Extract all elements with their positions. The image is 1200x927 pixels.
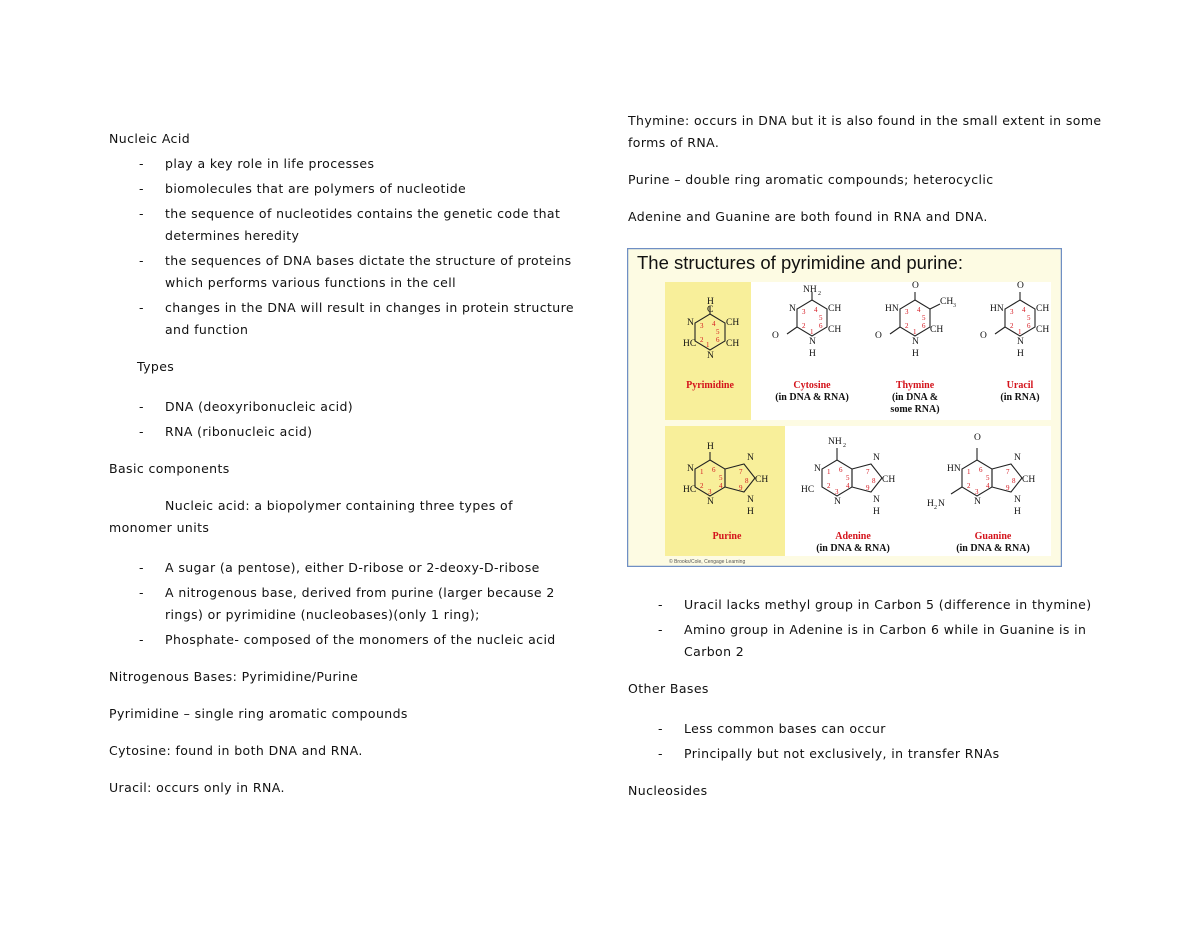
cytosine-label: Cytosine <box>793 380 831 391</box>
svg-text:H: H <box>873 507 880 517</box>
svg-text:5: 5 <box>719 474 723 482</box>
svg-text:1: 1 <box>1018 328 1022 336</box>
svg-text:3: 3 <box>1010 308 1014 316</box>
svg-text:N: N <box>687 464 694 474</box>
svg-text:3: 3 <box>802 308 806 316</box>
svg-text:H: H <box>707 442 714 452</box>
svg-text:HN: HN <box>990 304 1004 314</box>
svg-text:CH: CH <box>940 297 954 307</box>
heading-nucleosides: Nucleosides <box>628 783 708 798</box>
svg-text:CH: CH <box>1036 304 1050 314</box>
svg-text:7: 7 <box>866 468 870 476</box>
svg-text:H: H <box>1014 507 1021 517</box>
svg-text:N: N <box>707 497 714 507</box>
right-column-top <box>628 110 1128 228</box>
svg-text:N: N <box>1014 495 1021 505</box>
svg-text:9: 9 <box>739 484 743 492</box>
svg-text:HC: HC <box>801 485 815 495</box>
thymine-sub2: some RNA) <box>890 404 940 415</box>
svg-text:5: 5 <box>716 328 720 336</box>
svg-text:2: 2 <box>818 291 821 297</box>
base-structures-figure <box>627 248 1062 567</box>
svg-text:9: 9 <box>1006 484 1010 492</box>
svg-text:O: O <box>1017 281 1024 291</box>
svg-text:7: 7 <box>1006 468 1010 476</box>
svg-text:9: 9 <box>866 484 870 492</box>
svg-text:4: 4 <box>814 306 818 314</box>
svg-text:2: 2 <box>827 482 831 490</box>
cytosine-text: Cytosine: found in both DNA and RNA. <box>109 743 363 758</box>
svg-text:HC: HC <box>683 339 697 349</box>
svg-text:1: 1 <box>700 468 704 476</box>
svg-text:2: 2 <box>700 482 704 490</box>
svg-text:CH: CH <box>1036 325 1050 335</box>
svg-text:6: 6 <box>1027 322 1031 330</box>
list-item: - Less common bases can occur <box>658 721 886 736</box>
list-item: - the sequences of DNA bases dictate the structure of proteins which performs various functions in the cell <box>139 253 572 290</box>
svg-text:4: 4 <box>986 482 990 490</box>
svg-text:N: N <box>707 351 714 361</box>
svg-text:NH: NH <box>828 437 842 447</box>
svg-text:3: 3 <box>905 308 909 316</box>
svg-text:N: N <box>834 497 841 507</box>
adenine-sub: (in DNA & RNA) <box>816 543 890 554</box>
svg-text:3: 3 <box>835 488 839 496</box>
svg-text:8: 8 <box>1012 477 1016 485</box>
svg-text:1: 1 <box>967 468 971 476</box>
thymine-text: Thymine: occurs in DNA but it is also found in the small extent in some forms of RNA. <box>628 113 1102 150</box>
list-item: - Principally but not exclusively, in transfer RNAs <box>658 746 1000 761</box>
svg-text:N: N <box>809 337 816 347</box>
svg-text:N: N <box>789 304 796 314</box>
nitrogenous-bases-text: Nitrogenous Bases: Pyrimidine/Purine <box>109 669 359 684</box>
svg-text:N: N <box>747 495 754 505</box>
svg-text:8: 8 <box>872 477 876 485</box>
svg-text:O: O <box>912 281 919 291</box>
svg-text:5: 5 <box>1027 314 1031 322</box>
right-column-bottom <box>628 591 1128 802</box>
svg-text:H: H <box>747 507 754 517</box>
svg-text:6: 6 <box>716 336 720 344</box>
svg-text:O: O <box>980 331 987 341</box>
svg-text:N: N <box>912 337 919 347</box>
svg-text:2: 2 <box>1010 322 1014 330</box>
svg-text:H: H <box>707 297 714 307</box>
svg-text:3: 3 <box>708 488 712 496</box>
svg-text:CH: CH <box>828 325 842 335</box>
cytosine-sub: (in DNA & RNA) <box>775 392 849 403</box>
svg-text:7: 7 <box>739 468 743 476</box>
svg-text:3: 3 <box>953 303 956 309</box>
heading-nucleic-acid: Nucleic Acid <box>109 131 191 146</box>
adenine-guanine-text: Adenine and Guanine are both found in RNA and DNA. <box>628 209 988 224</box>
svg-text:2: 2 <box>843 443 846 449</box>
list-item: - biomolecules that are polymers of nucleotide <box>139 181 467 196</box>
svg-text:CH: CH <box>726 318 740 328</box>
svg-text:N: N <box>1017 337 1024 347</box>
figure-title: The structures of pyrimidine and purine: <box>637 252 963 273</box>
svg-text:8: 8 <box>745 477 749 485</box>
svg-text:H: H <box>912 349 919 359</box>
uracil-sub: (in RNA) <box>1000 392 1040 403</box>
svg-text:4: 4 <box>712 320 716 328</box>
svg-text:1: 1 <box>913 328 917 336</box>
svg-text:6: 6 <box>712 466 716 474</box>
list-item: - Phosphate- composed of the monomers of the nucleic acid <box>139 632 556 647</box>
svg-text:4: 4 <box>846 482 850 490</box>
svg-text:N: N <box>814 464 821 474</box>
svg-text:6: 6 <box>922 322 926 330</box>
svg-text:O: O <box>974 433 981 443</box>
svg-text:6: 6 <box>979 466 983 474</box>
svg-text:4: 4 <box>1022 306 1026 314</box>
pyrimidine-text: Pyrimidine – single ring aromatic compounds <box>109 706 408 721</box>
svg-text:1: 1 <box>706 341 710 349</box>
uracil-label: Uracil <box>1006 380 1034 391</box>
svg-text:3: 3 <box>700 322 704 330</box>
svg-text:CH: CH <box>1022 475 1036 485</box>
list-item: - play a key role in life processes <box>139 156 375 171</box>
guanine-label: Guanine <box>974 531 1012 542</box>
svg-text:CH: CH <box>930 325 944 335</box>
list-item: - changes in the DNA will result in changes in protein structure and function <box>139 300 574 337</box>
svg-text:2: 2 <box>967 482 971 490</box>
svg-text:2: 2 <box>934 505 937 511</box>
svg-text:5: 5 <box>819 314 823 322</box>
svg-text:CH: CH <box>726 339 740 349</box>
svg-text:5: 5 <box>986 474 990 482</box>
thymine-sub1: (in DNA & <box>891 392 939 403</box>
svg-text:H: H <box>809 349 816 359</box>
svg-text:N: N <box>974 497 981 507</box>
list-item: - DNA (deoxyribonucleic acid) <box>139 399 354 414</box>
list-item: - Uracil lacks methyl group in Carbon 5 (difference in thymine) <box>658 597 1092 612</box>
svg-text:H: H <box>927 499 934 509</box>
svg-text:CH: CH <box>828 304 842 314</box>
list-item: - Amino group in Adenine is in Carbon 6 while in Guanine is in Carbon 2 <box>658 622 1087 659</box>
guanine-sub: (in DNA & RNA) <box>956 543 1030 554</box>
svg-text:5: 5 <box>846 474 850 482</box>
figure-credit: © Brooks/Cole, Cengage Learning <box>669 559 746 565</box>
svg-text:2: 2 <box>700 336 704 344</box>
svg-text:C: C <box>707 305 714 315</box>
svg-text:2: 2 <box>802 322 806 330</box>
svg-text:N: N <box>873 453 880 463</box>
svg-text:1: 1 <box>810 328 814 336</box>
svg-text:NH: NH <box>803 285 817 295</box>
heading-types: Types <box>137 359 175 374</box>
uracil-text: Uracil: occurs only in RNA. <box>109 780 285 795</box>
svg-text:2: 2 <box>905 322 909 330</box>
heading-basic-components: Basic components <box>109 461 230 476</box>
purine-label: Purine <box>712 531 742 542</box>
svg-text:N: N <box>873 495 880 505</box>
svg-text:HC: HC <box>683 485 697 495</box>
svg-text:6: 6 <box>819 322 823 330</box>
list-item: - the sequence of nucleotides contains the genetic code that determines heredity <box>139 206 561 243</box>
svg-text:1: 1 <box>827 468 831 476</box>
svg-text:3: 3 <box>975 488 979 496</box>
svg-text:5: 5 <box>922 314 926 322</box>
list-item: - A nitrogenous base, derived from purine (larger because 2 rings) or pyrimidine (nucleobases)(only 1 ring); <box>139 585 555 622</box>
adenine-label: Adenine <box>835 531 871 542</box>
heading-other-bases: Other Bases <box>628 681 709 696</box>
basic-intro: Nucleic acid: a biopolymer containing three types of monomer units <box>109 498 513 535</box>
svg-text:O: O <box>875 331 882 341</box>
svg-text:CH: CH <box>755 475 769 485</box>
svg-text:N: N <box>938 499 945 509</box>
svg-text:HN: HN <box>947 464 961 474</box>
left-column <box>109 128 579 799</box>
list-item: - RNA (ribonucleic acid) <box>139 424 313 439</box>
thymine-label: Thymine <box>895 380 935 391</box>
svg-text:6: 6 <box>839 466 843 474</box>
svg-text:N: N <box>1014 453 1021 463</box>
list-item: - A sugar (a pentose), either D-ribose or 2-deoxy-D-ribose <box>139 560 540 575</box>
pyrimidine-label: Pyrimidine <box>686 380 734 391</box>
svg-text:H: H <box>1017 349 1024 359</box>
svg-text:CH: CH <box>882 475 896 485</box>
svg-text:4: 4 <box>719 482 723 490</box>
svg-text:HN: HN <box>885 304 899 314</box>
purine-text: Purine – double ring aromatic compounds; heterocyclic <box>628 172 994 187</box>
svg-text:4: 4 <box>917 306 921 314</box>
svg-text:N: N <box>687 318 694 328</box>
svg-text:N: N <box>747 453 754 463</box>
svg-text:O: O <box>772 331 779 341</box>
